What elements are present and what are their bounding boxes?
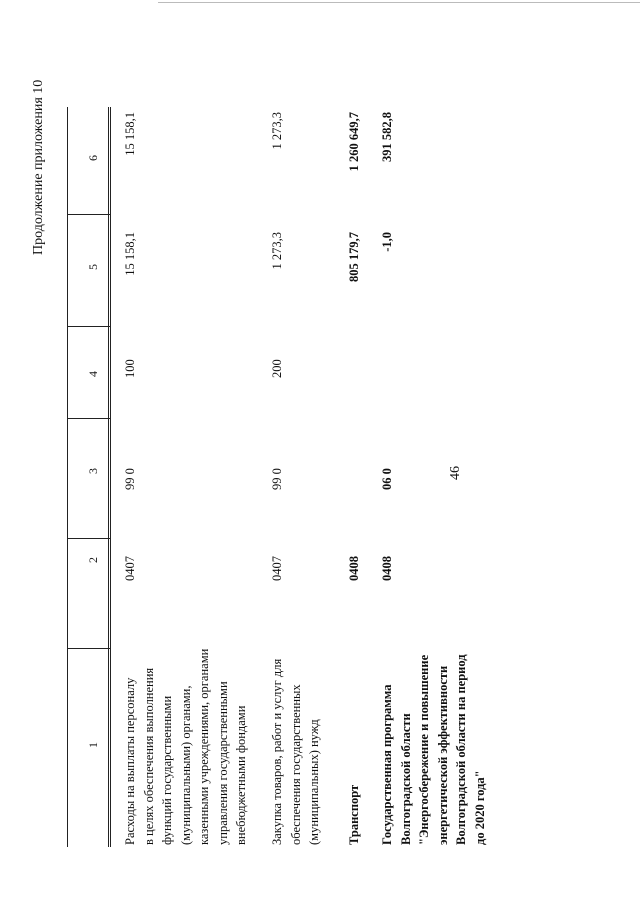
row-2-col6: 1 273,3	[270, 112, 284, 150]
row-2-col5: 1 273,3	[270, 232, 284, 270]
header-col-1: 1	[86, 742, 100, 748]
row-1-type: 100	[123, 359, 137, 378]
row-4-col5: -1,0	[380, 232, 394, 252]
col-divider-5	[67, 214, 110, 215]
header-col-4: 4	[86, 371, 100, 377]
row-3-section: 0408	[347, 556, 361, 581]
row-2-section: 0407	[270, 556, 284, 581]
row-2-name: Закупка товаров, работ и услуг для обеспечения государственных (муниципальных) нужд	[270, 658, 321, 845]
row-4-target: 06 0	[380, 468, 394, 490]
row-1-name: Расходы на выплаты персоналу в целях обеспечения выполнения функций государственными (муниципальными) органами, казенными учреждениями, органами управления государственными внебюджетными фондами	[123, 648, 248, 845]
continuation-note: Продолжение приложения 10	[31, 79, 46, 255]
row-1-target: 99 0	[123, 468, 137, 490]
col-divider-3	[67, 418, 110, 419]
row-2-target: 99 0	[270, 468, 284, 490]
row-2-type: 200	[270, 359, 284, 378]
header-col-2: 2	[86, 557, 100, 563]
table-header-bottom-rule	[110, 107, 111, 847]
row-1-col6: 15 158,1	[123, 112, 137, 156]
header-col-6: 6	[86, 155, 100, 161]
row-3-name: Транспорт	[347, 784, 361, 845]
row-1-col5: 15 158,1	[123, 232, 137, 276]
header-col-3: 3	[86, 468, 100, 474]
page-number: 46	[448, 466, 463, 480]
table-top-rule	[67, 107, 68, 847]
table-header-rule	[108, 107, 109, 847]
row-4-section: 0408	[380, 556, 394, 581]
row-4-col6: 391 582,8	[380, 112, 394, 162]
row-4-name: Государственная программа Волгоградской области "Энергосбережение и повышение энергетической эффективности Волгоградской области на период до 2020 года"	[380, 654, 487, 845]
row-3-col6: 1 260 649,7	[347, 112, 361, 172]
col-divider-2	[67, 538, 110, 539]
col-divider-1	[67, 648, 110, 649]
row-3-col5: 805 179,7	[347, 232, 361, 282]
header-col-5: 5	[86, 264, 100, 270]
col-divider-4	[67, 326, 110, 327]
row-1-section: 0407	[123, 556, 137, 581]
